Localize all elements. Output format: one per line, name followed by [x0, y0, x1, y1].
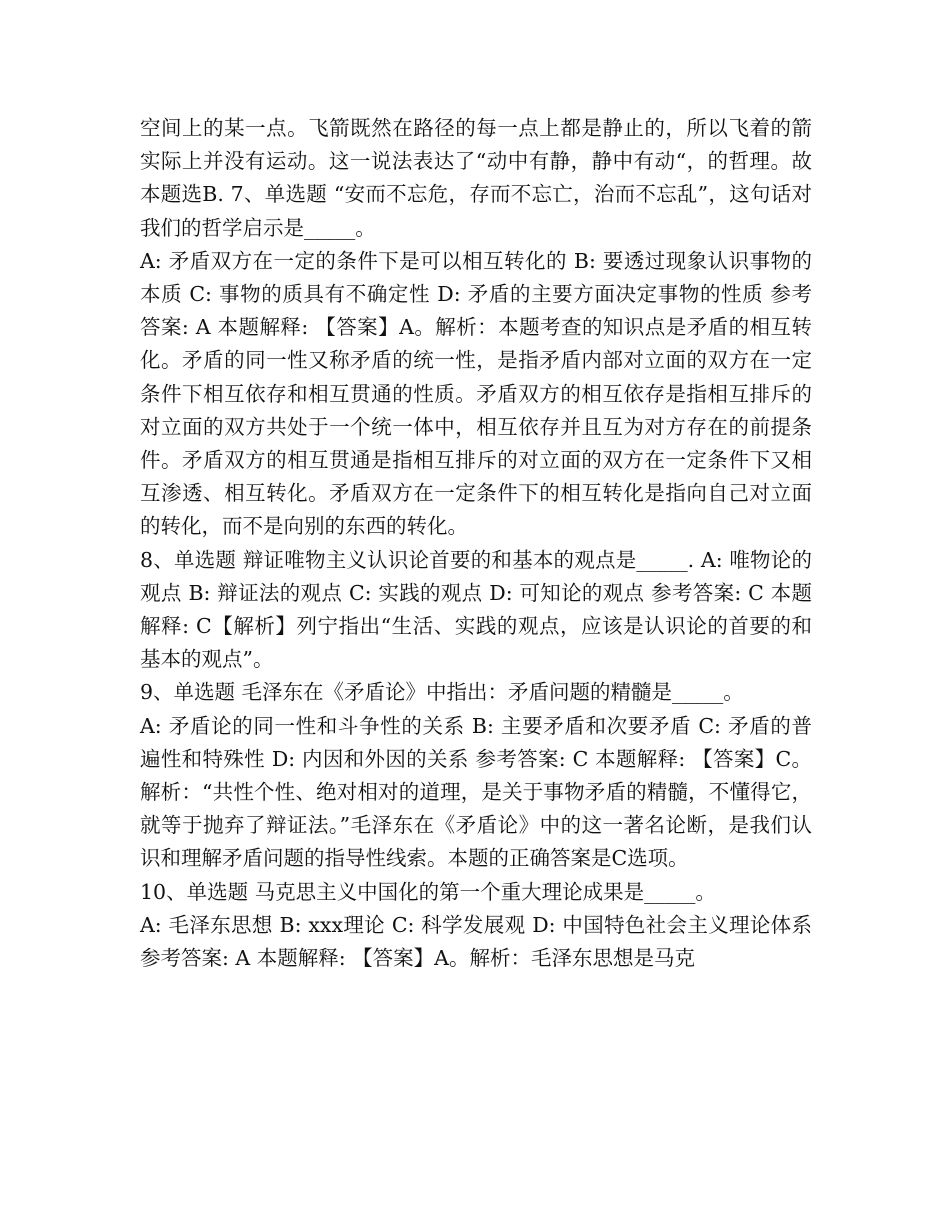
document-page [140, 112, 812, 975]
paragraph-q10-options-answer: A: 毛泽东思想 B: xxx理论 C: 科学发展观 D: 中国特色社会主义理论体系 参考答案: A 本题解释: 【答案】A。解析：毛泽东思想是马克 [140, 912, 812, 971]
paragraph-q7-options-answer: A: 矛盾双方在一定的条件下是可以相互转化的 B: 要透过现象认识事物的本质 C: 事物的质具有不确定性 D: 矛盾的主要方面决定事物的性质 参考答案: A 本题解释: 【答案】A。解析：本题考查的知识点是矛盾的相互转化。矛盾的同一性又称矛盾的统一性，是指矛盾内部对立面的双方在一定条件下相互依存和相互贯通的性质。矛盾双方的相互依存是指相互排斥的对立面的双方共处于一个统一体中，相互依存并且互为对方存在的前提条件。矛盾双方的相互贯通是指相互排斥的对立面的双方在一定条件下又相互渗透、相互转化。矛盾双方在一定条件下的相互转化是指向自己对立面的转化，而不是向别的东西的转化。 [140, 248, 812, 539]
paragraph-q9-options-answer: A: 矛盾论的同一性和斗争性的关系 B: 主要矛盾和次要矛盾 C: 矛盾的普遍性和特殊性 D: 内因和外因的关系 参考答案: C 本题解释: 【答案】C。解析：“共性个性、绝对相对的道理，是关于事物矛盾的精髓，不懂得它，就等于抛弃了辩证法。”毛泽东在《矛盾论》中的这一著名论断，是我们认识和理解矛盾问题的指导性线索。本题的正确答案是C选项。 [140, 713, 812, 871]
paragraph-q10-question: 10、单选题 马克思主义中国化的第一个重大理论成果是_____。 [140, 879, 716, 904]
paragraph-q7-context: 空间上的某一点。飞箭既然在路径的每一点上都是静止的，所以飞着的箭实际上并没有运动。这一说法表达了“动中有静，静中有动“，的哲理。故本题选B. 7、单选题 “安而不忘危，存而不忘亡，治而不忘乱”，这句话对我们的哲学启示是_____。 [140, 116, 812, 240]
paragraph-q9-question: 9、单选题 毛泽东在《矛盾论》中指出：矛盾问题的精髓是_____。 [140, 680, 744, 705]
paragraph-q8: 8、单选题 辩证唯物主义认识论首要的和基本的观点是_____. A: 唯物论的观点 B: 辩证法的观点 C: 实践的观点 D: 可知论的观点 参考答案: C 本题解释: C【解析】列宁指出“生活、实践的观点，应该是认识论的首要的和基本的观点”。 [140, 547, 812, 672]
